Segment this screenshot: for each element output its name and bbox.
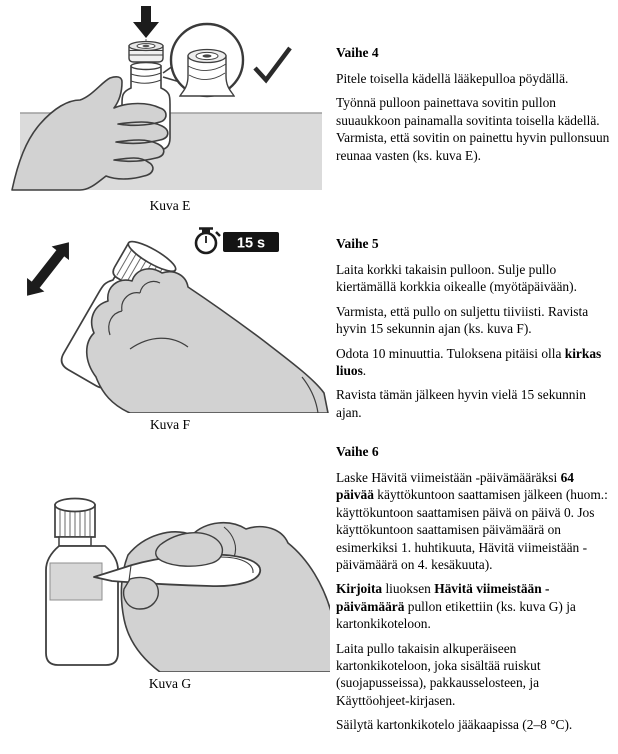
step-paragraph: Laita pullo takaisin alkuperäiseen kartonkikoteloon, joka sisältää ruiskut (suojapusseissa), pakkausselosteen, ja Käyttöohjeet-kirjasen. [336,640,541,708]
down-arrow-icon [133,6,159,38]
step-paragraph: Laita korkki takaisin pulloon. Sulje pullo kiertämällä korkkia oikealle (myötäpäivään). [336,262,577,295]
timer-badge-label: 15 s [236,235,266,252]
figure-g [10,467,330,692]
step-section-5 [336,235,610,428]
figure-e [10,4,330,214]
figure-e-illustration [10,4,330,194]
bottle-adapter [129,42,163,63]
figure-caption: Kuva G [148,676,192,691]
step-paragraph: Varmista, että pullo on suljettu tiiviisti. Ravista hyvin 15 sekunnin ajan (ks. kuva F). [336,303,589,337]
bottle-cap [55,499,95,538]
labelled-bottle [46,499,118,666]
step-paragraph: Säilytä kartonkikotelo jääkaapissa (2–8 °C). [336,717,573,733]
step-paragraph: Pitele toisella kädellä lääkepulloa pöydällä. [336,71,569,86]
figure-f-illustration [10,227,330,413]
bottle-label [50,563,102,600]
figure-caption: Kuva E [149,198,191,213]
figure-f [10,227,330,433]
hand [87,269,328,413]
step-paragraph: Odota 10 minuuttia. Tuloksena pitäisi olla kirkas liuos. [336,345,602,379]
checkmark-icon [255,48,290,80]
step-section-4 [336,44,610,171]
stopwatch-icon [196,228,220,253]
step-heading: Vaihe 4 [336,45,379,60]
step-heading: Vaihe 6 [336,444,379,459]
step-paragraph: Kirjoita liuoksen Hävitä viimeistään -päivämäärä pullon etikettiin (ks. kuva G) ja kartonkikoteloon. [336,581,576,632]
shake-arrow-icon [18,235,77,302]
magnifier-inset [171,24,243,96]
figure-g-illustration [10,467,330,672]
step-paragraph: Laske Hävitä viimeistään -päivämääräksi 64 päivää käyttökuntoon saattamisen jälkeen (huom.: käyttökuntoon saattamisen päivä on päivä 0. Jos käyttökuntoon saattamisen päivämäärä on esimerkiksi 1. huhtikuuta, Hävitä viimeistään -päivämäärä on 4. kesäkuuta). [336,470,608,573]
timer-badge [223,232,279,252]
step-section-6 [336,443,610,741]
thumb [124,577,159,609]
step-paragraph: Työnnä pulloon painettava sovitin pullon suuaukkoon painamalla sovitinta toisella kädellä. Varmista, että sovitin on painettu hyvin pullonsuun reunaa vasten (ks. kuva E). [336,95,610,163]
figure-caption: Kuva F [149,417,191,432]
step-heading: Vaihe 5 [336,236,379,251]
step-paragraph: Ravista tämän jälkeen hyvin vielä 15 sekunnin ajan. [336,387,586,420]
